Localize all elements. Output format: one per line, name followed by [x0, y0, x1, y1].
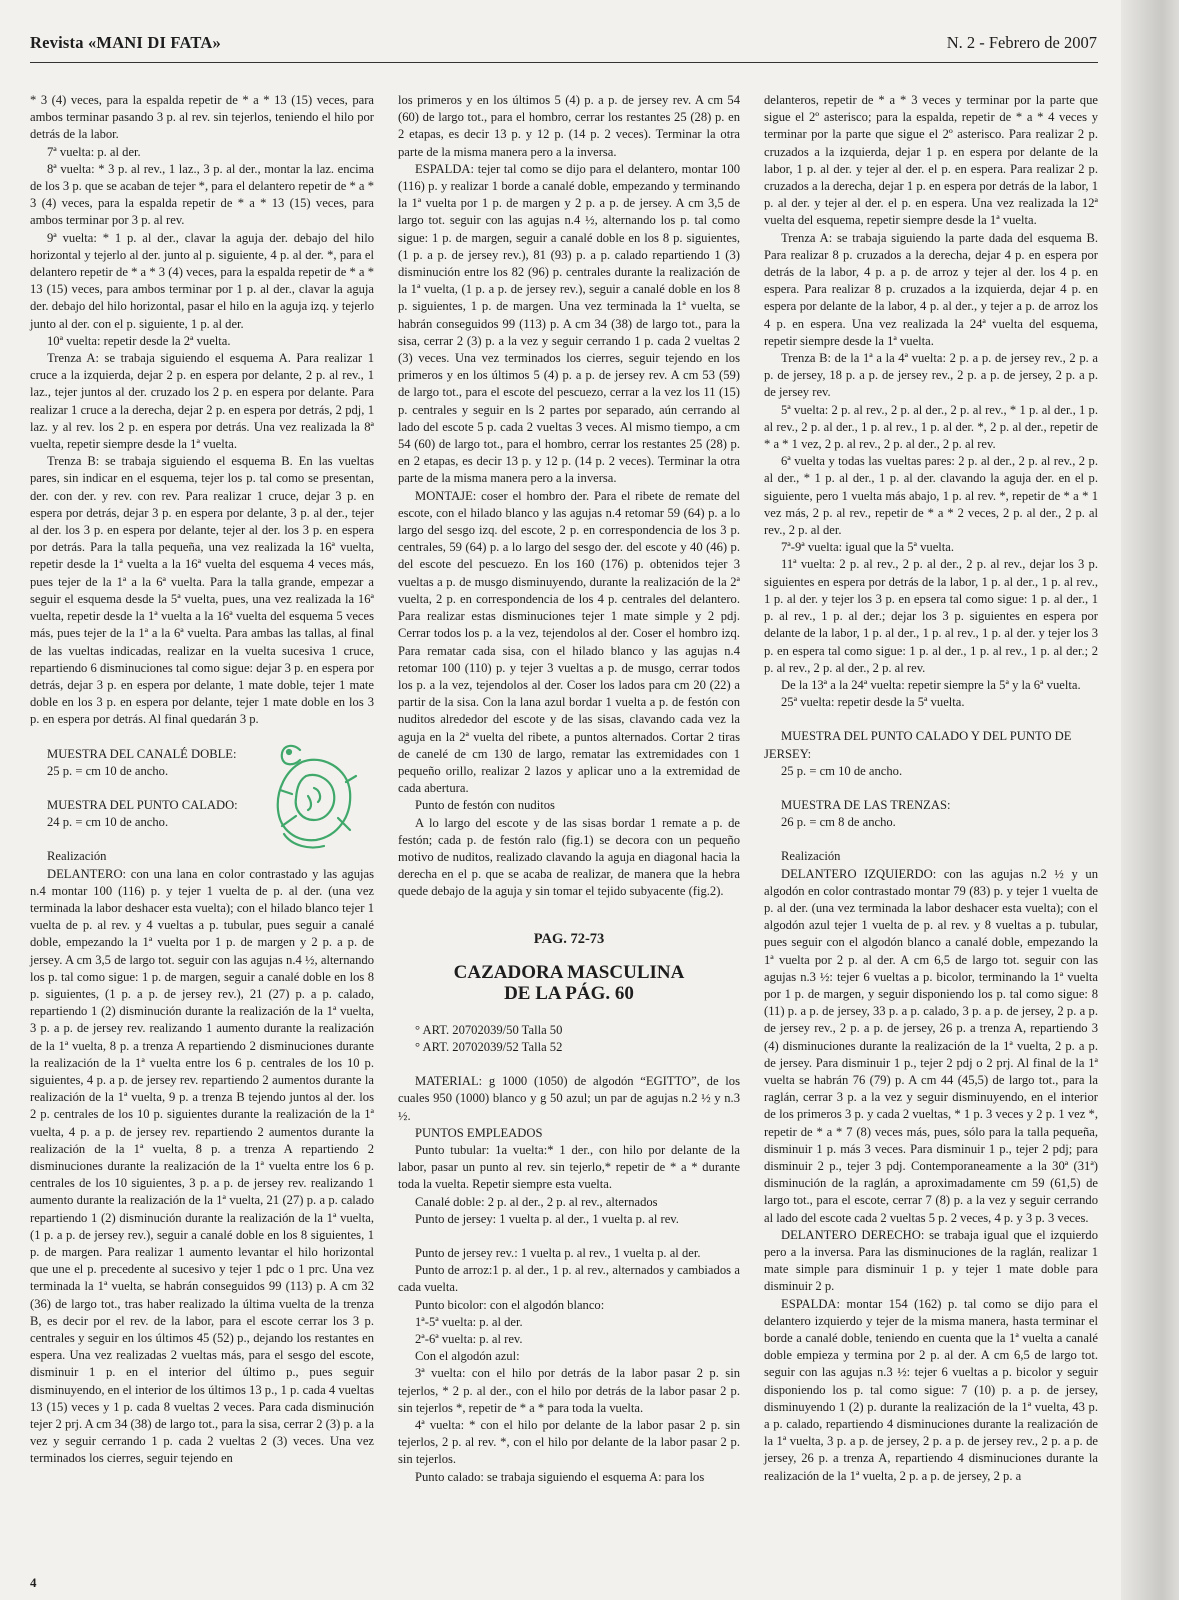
paragraph: 1ª-5ª vuelta: p. al der. [415, 1314, 523, 1329]
paragraph: 9ª vuelta: * 1 p. al der., clavar la aguja der. debajo del hilo horizontal y tejerlo al der. junto al p. siguiente, 4 p. al der. *, para el delantero repetir de * a * 3 (4) veces, para la espalda repetir de * a * 13 (15) veces, para ambos terminar por 1 p. al der., clavar la aguja der. debajo del hilo horizontal, pasar el hilo en la aguja izq. y tejerlo junto al der. con el p. siguiente, 1 p. al der. [30, 230, 374, 331]
header-rule [30, 62, 1098, 63]
gauge-value: 26 p. = cm 8 de ancho. [781, 815, 896, 830]
paragraph: Trenza A: se trabaja siguiendo la parte dada del esquema B. Para realizar 8 p. cruzados a la derecha, dejar 4 p. en espera por detrás de la labor, 4 p. a p. de arroz y tejer al der. los 4 p. en espera. Para realizar 8 p. cruzados a la izquierda, dejar 4 p. en espera por delante de la labor, 4 p. al der., y tejer a p. de arroz los 4 p. en espera. Una vez realizada la 24ª vuelta del esquema, repetir siempre desde la 1ª vuelta. [764, 230, 1098, 348]
page-number: 4 [30, 1575, 37, 1590]
gauge-heading: MUESTRA DEL CANALÉ DOBLE: [47, 746, 237, 761]
paragraph: Punto de jersey rev.: 1 vuelta p. al rev., 1 vuelta p. al der. [415, 1245, 701, 1260]
paragraph: 7ª-9ª vuelta: igual que la 5ª vuelta. [781, 540, 955, 555]
section-heading: Realización [781, 849, 841, 864]
page-edge-shadow [1121, 0, 1179, 1600]
paragraph: Punto de arroz:1 p. al der., 1 p. al rev., alternados y cambiados a cada vuelta. [398, 1263, 740, 1295]
paragraph: Punto de jersey: 1 vuelta p. al der., 1 vuelta p. al rev. [415, 1211, 679, 1226]
paragraph: 10ª vuelta: repetir desde la 2ª vuelta. [47, 333, 231, 348]
paragraph: 5ª vuelta: 2 p. al rev., 2 p. al der., 2 p. al rev., * 1 p. al der., 1 p. al rev., 2 p. al der., 1 p. al rev., 1 p. al der. *, 2 p. al der., repetir de * a * 1 vez, 2 p. al rev., 2 p. al der., 2 p. al rev. [764, 402, 1098, 452]
paragraph: los primeros y en los últimos 5 (4) p. a p. de jersey rev. A cm 54 (60) de largo tot., para el hombro, cerrar los restantes 25 (28) p. en 2 etapas, es decir 13 p. y 12 p. (14 p. 2 veces). Terminar la otra parte de la misma manera pero a la inversa. [398, 93, 740, 159]
paragraph: MONTAJE: coser el hombro der. Para el ribete de remate del escote, con el hilado blanco y las agujas n.4 retomar 59 (64) p. a lo largo del sesgo izq. del escote, 2 p. en correspondencia de los 3 p. centrales, 59 (64) p. a lo largo del sesgo der. del escote y 40 (46) p. del escote del pescuezo. En los 160 (176) p. obtenidos tejer 3 vueltas a p. de musgo disminuyendo, durante la realización de la 2ª vuelta, 2 p. en correspondencia de los 4 p. centrales del delantero. Para realizar estas disminuciones tejer 1 mate simple y 2 pdj. Cerrar todos los p. a la vez, tejendolos al der. Coser el hombro izq. Para rematar cada sisa, con el hilado blanco y las agujas n.4 retomar 100 (110) p. y tejer 3 vueltas a p. de musgo, cerrar todos los p. a la vez, tejendolos al der. Coser los lados para cm 20 (22) a partir de la sisa. Con la lana azul bordar 1 vuelta a p. de festón con nuditos alrededor del escote y de las sisas, clavando cada vez la aguja en la 2ª vuelta del ribete, a puntos alternados. Cortar 2 tiras de canelé de cm 130 de largo, rematar las extremidades con 1 pequeño orillo, realizar 2 lazos y aplicar uno a la extremidad de cada abertura. [398, 488, 740, 796]
page-reference: PAG. 72-73 [533, 930, 605, 947]
paragraph: De la 13ª a la 24ª vuelta: repetir siempre la 5ª y la 6ª vuelta. [781, 677, 1081, 692]
text-column-2 [398, 92, 740, 1486]
paragraph: 8ª vuelta: * 3 p. al rev., 1 laz., 3 p. al der., montar la laz. encima de los 3 p. que se acaban de tejer *, para el delantero repetir de * a * 3 (4) veces, para la espalda repetir de * a * 13 (15) veces, para ambos terminar por 3 p. al rev. [30, 161, 374, 228]
pattern-title [398, 962, 740, 1004]
subheading: Punto de festón con nuditos [415, 798, 555, 813]
paragraph: Trenza B: se trabaja siguiendo el esquema B. En las vueltas pares, sin indicar en el esquema, tejer los p. tal como se presentan, der. con der. y rev. con rev. Para realizar 1 cruce, dejar 3 p. en espera por detrás, dejar 3 p. en espera por delante, 3 p. al der., tejer al der. los 3 p. en espera por delante, tejer al der. los 3 p. en espera por detrás. Para la talla pequeña, una vez realizada la 16ª vuelta, repetir desde la 1ª vuelta a la 16ª vuelta del esquema 4 veces más, pues tejer de la 1ª a la 6ª vuelta. Para la talla grande, empezar a seguir el esquema desde la 5ª vuelta, pues, una vez realizada la 16ª vuelta, repetir desde la 1ª vuelta a la 16ª vuelta del esquema 5 veces más, pues tejer de la 1ª a la 6ª vuelta. Para ambas las tallas, al final de las vueltas indicadas, realizar en la vuelta sucesiva 1 cruce, repartiendo 6 disminuciones tal como sigue: dejar 3 p. en espera por detrás, dejar 3 p. en espera por delante, 1 mate doble, tejer 1 mate doble en los 3 p. en espera por delante, tejer 1 mate doble en los 3 p. en espera por detrás. Al final quedarán 3 p. [30, 454, 374, 727]
gauge-heading: MUESTRA DE LAS TRENZAS: [781, 797, 951, 812]
gauge-value: 24 p. = cm 10 de ancho. [47, 815, 169, 830]
paragraph: Punto tubular: 1a vuelta:* 1 der., con hilo por delante de la labor, pasar un punto al rev. sin tejerlo,* repetir de * a * durante toda la vuelta. Repetir siempre esta vuelta. [398, 1142, 740, 1192]
paragraph: 7ª vuelta: p. al der. [47, 144, 141, 159]
gauge-heading: MUESTRA DEL PUNTO CALADO: [47, 797, 238, 812]
paragraph: Con el algodón azul: [415, 1349, 520, 1364]
paragraph: A lo largo del escote y de las sisas bordar 1 remate a p. de festón; cada p. de festón ralo (fig.1) se decora con un pequeño motivo de nuditos, realizado clavando la aguja en diagonal hacia la derecha en el p. que se acaba de realizar, de manera que la hebra quede debajo de la aguja y sin tomar el tejido subyacente (fig.2). [398, 815, 740, 899]
article-code: ° ART. 20702039/52 Talla 52 [415, 1039, 563, 1054]
turtle-stamp-image [262, 736, 362, 854]
issue-date: N. 2 - Febrero de 2007 [946, 33, 1097, 52]
section-heading: PUNTOS EMPLEADOS [415, 1125, 543, 1140]
paragraph: 25ª vuelta: repetir desde la 5ª vuelta. [781, 695, 965, 710]
section-heading: Realización [47, 849, 107, 864]
paragraph: Trenza B: de la 1ª a la 4ª vuelta: 2 p. a p. de jersey rev., 2 p. a p. de jersey, 18 p. a p. de jersey rev., 2 p. a p. de jersey, 2 p. a p. de jersey rev. [764, 351, 1098, 400]
paragraph: 4ª vuelta: * con el hilo por delante de la labor pasar 2 p. sin tejerlos, 2 p. al rev. *, con el hilo por delante de la labor pasar 2 p. sin tejerlos. [398, 1418, 740, 1467]
paragraph: 6ª vuelta y todas las vueltas pares: 2 p. al der., 2 p. al rev., 2 p. al der., * 1 p. al der., 1 p. al der. clavando la aguja der. en el p. siguiente, pero 1 vuelta más abajo, 1 p. al rev. *, repetir de * a * 1 vez más, 2 p. al rev., repetir de * a * 2 veces, 2 p. al der., 2 p. al rev., 2 p. al der. [764, 454, 1098, 538]
article-code: ° ART. 20702039/50 Talla 50 [415, 1022, 563, 1037]
paragraph: ESPALDA: tejer tal como se dijo para el delantero, montar 100 (116) p. y realizar 1 borde a canalé doble, empezando y terminando la 1ª vuelta por 1 p. de margen y 2 p. a p. de jersey. A cm 3,5 de largo tot. seguir con las agujas n.4 ½, alternando los p. tal como sigue: 1 p. de margen, seguir a canalé doble en los 8 p. siguientes, (1 p. a p. de jersey rev.), 81 (93) p. a p. calado repartiendo 1 (3) disminución entre los 82 (96) p. centrales durante la realización de la 1ª vuelta, (1 p. a p. de jersey rev.), seguir a canalé doble en los 8 p. siguientes, 1 p. de margen. Una vez terminada la 1ª vuelta, se habrán conseguidos 99 (113) p. A cm 34 (38) de largo tot., para la sisa, cerrar 2 (3) p. a la vez y seguir cerrando 1 p. cada 2 vueltas 2 (3) veces. Una vez terminados los cierres, seguir tejendo en los primeros y en los últimos 5 (4) p. a p. de jersey rev. A cm 53 (59) de largo tot., para el escote del pescuezo, cerrar a la vez los 11 (15) p. centrales y seguir en ls 2 partes por separado, aún cerrando al lado del escote 5 p. cada 2 vueltas 3 veces. Al mismo tiempo, a cm 54 (60) de largo tot., para el hombro, cerrar los restantes 25 (28) p. en 2 etapas, es decir 13 p. y 12 p. (14 p. 2 veces). Terminar la otra parte de la misma manera pero a la inversa. [398, 161, 740, 486]
paragraph: Canalé doble: 2 p. al der., 2 p. al rev., alternados [415, 1194, 658, 1209]
paragraph: DELANTERO: con una lana en color contrastado y las agujas n.4 montar 100 (116) p. y tejer 1 vuelta de p. al der. (una vez terminada la labor deshacer esta vuelta); con el hilado blanco tejer 1 vuelta de p. al rev. y 4 vueltas a p. tubular, pues seguir a canalé doble, empezando la 1ª vuelta por 1 p. de margen y 2 p. a p. de jersey. A cm 3,5 de largo tot. seguir con las agujas n.4 ½, alternando los p. tal como sigue: 1 p. de margen, seguir a canalé doble en los 8 p. siguientes, (1 p. a p. de jersey rev.), 21 (27) p. a p. calado, repartiendo 1 (2) disminución durante la realización de la 1ª vuelta, 3 p. a p. de jersey rev. realizando 1 aumento durante la realización de la 1ª vuelta, 8 p. a trenza A repartiendo 2 disminuciones durante la realización de la 1ª vuelta entre los 6 p. centrales de los 10 p. siguientes, 4 p. a p. de jersey rev. repartiendo 2 aumentos durante la realización de la 1ª vuelta, 9 p. a trenza B tejendo juntos al der. los 2 p. centrales de los 10 p. siguientes durante la realización de la 1ª vuelta, 4 p. a p. de jersey rev. repartiendo 2 aumentos durante la realización de la 1ª vuelta, 8 p. a trenza A repartiendo 2 disminuciones durante la realización de la 1ª vuelta entre los 6 p. centrales de los 10 siguientes, 3 p. a p. de jersey rev. realizando 1 aumento durante la realización de la 1ª vuelta, 21 (27) p. a p. calado repartiendo 1 (2) disminución durante la realización de la 1ª vuelta, (1 p. a p. de jersey rev.), seguir a canalé doble en los 8 siguientes, 1 p. de margen. Para realizar 1 aumento levantar el hilo horizontal que une el p. precedente al sucesivo y tejer 1 pdc o 1 prc. Una vez terminada la 1ª vuelta, se habrán conseguidos 99 (113) p. A cm 32 (36) de largo tot., tras haber realizado la última vuelta de la trenza B, es decir por el rev. de la labor, para el escote cerrar los 3 p. centrales y seguir en los últimos 45 (52) p., dejando los restantes en espera. Una vez realizadas 2 vueltas más, para el sesgo del escote, disminuir 1 p. en el interior del último p., pues seguir disminuyendo, en el interior de los últimos 13 p., 1 p. cada 4 vueltas 13 (15) veces y 1 p. cada 8 vueltas 2 veces. Para cada disminución tejer 2 prj. A cm 34 (38) de largo tot., para la sisa, cerrar 2 (3) p. a la vez y seguir cerrando 1 p. cada 2 vueltas 2 (3) veces. Una vez terminados los cierres, seguir tejendo en [30, 866, 374, 1466]
paragraph: Trenza A: se trabaja siguiendo el esquema A. Para realizar 1 cruce a la izquierda, dejar 2 p. en espera por delante, 2 p. al rev., 1 laz., tejer juntos al der. cruzado los 2 p. en espera por delante. Para realizar 1 cruce a la derecha, dejar 2 p. en espera por detrás, 2 pdj, 1 laz. y al rev. los 2 p. en espera por detrás. Una vez realizada la 8ª vuelta, repetir siempre desde la 1ª vuelta. [30, 351, 374, 452]
paragraph: * 3 (4) veces, para la espalda repetir de * a * 13 (15) veces, para ambos terminar pasando 3 p. al rev. sin tejerlos, teniendo el hilo por detrás de la labor. [30, 93, 374, 142]
paragraph: 3ª vuelta: con el hilo por detrás de la labor pasar 2 p. sin tejerlos, * 2 p. al der., con el hilo por detrás de la labor pasar 2 p. sin tejerlos *, repetir de * a * para toda la vuelta. [398, 1366, 740, 1415]
gauge-value: 25 p. = cm 10 de ancho. [47, 763, 169, 778]
text-column-3 [764, 92, 1098, 1485]
paragraph: Punto calado: se trabaja siguiendo el esquema A: para los [415, 1469, 705, 1484]
pattern-title-line-2: DE LA PÁG. 60 [504, 982, 634, 1004]
pattern-title-line-1: CAZADORA MASCULINA [453, 961, 685, 983]
paragraph: MATERIAL: g 1000 (1050) de algodón “EGITTO”, de los cuales 950 (1000) blanco y g 50 azul; un par de agujas n.2 ½ y n.3 ½. [398, 1074, 740, 1123]
paragraph: DELANTERO IZQUIERDO: con las agujas n.2 ½ y un algodón en color contrastado montar 79 (83) p. y tejer 1 vuelta de p. al der. (una vez terminada la labor deshacer esta vuelta); con el algodón azul tejer 1 vuelta de p. al rev. y 8 vueltas a p. tubular, pues seguir con el algodón blanco a canalé doble, empezando la 1ª vuelta por 2 p. al der. A cm 6,5 de largo tot. seguir con las agujas n.3 ½: tejer 6 vueltas a p. bicolor, terminando la 1ª vuelta por 1 p. de margen, y seguir disponiendo los p. tal como sigue: 8 (11) p. a p. de jersey, 33 p. a p. calado, 3 p. a p. de jersey, 2 p. a p. de jersey rev., 2 p. a p. de jersey, 26 p. a trenza A, repartiendo 3 (4) disminuciones durante la realización de la 1ª vuelta, 2 p. a p. de jersey. Para disminuir 1 p., tejer 2 pdj o 2 prj. Al final de la 1ª vuelta se habrán 76 (79) p. A cm 44 (45,5) de largo tot., para la raglán, cerrar 3 p. a la vez y seguir disminuyendo, en el interior de los primeros 3 p. y cada 2 vueltas, * 1 p. 3 veces y 2 p. 1 vez *, repetir de * a * 7 (8) veces más, pues, sólo para la talla pequeña, disminuir 1 p. más 3 veces. Para disminuir 1 p., tejer 2 pdj; para disminuir 2 p., tejer 3 pdj. Contemporaneamente a la 30ª (31ª) disminución de la raglán, a aproximadamente cm 59 (61,5) de largo tot., para el escote, cerrar 7 (8) p. a la vez y seguir cerrando al lado del escote cada 2 vueltas 5 p. 2 veces, 4 p. y 3 p. 3 veces. [764, 866, 1098, 1225]
paragraph: DELANTERO DERECHO: se trabaja igual que el izquierdo pero a la inversa. Para las disminuciones de la raglán, realizar 1 mate simple para disminuir 1 p. y tejer 1 mate doble para disminuir 2 p. [764, 1227, 1098, 1294]
paragraph: ESPALDA: montar 154 (162) p. tal como se dijo para el delantero izquierdo y tejer de la misma manera, hasta terminar el borde a canalé doble, teniendo en cuenta que la 1ª vuelta a canalé doble empieza y termina por 2 p. al der. A cm 6,5 de largo tot. seguir con las agujas n.3 ½: tejer 6 vueltas a p. bicolor y seguir disponiendo los p. tal como sigue: 7 (10) p. a p. de jersey, disminuyendo 1 (2) p. durante la realización de la 1ª vuelta, 43 p. a p. calado, repartiendo 4 disminuciones durante la realización de la 1ª vuelta, 3 p. a p. de jersey, 2 p. a p. de jersey rev., 2 p. a p. de jersey, 26 p. a trenza A, repartiendo 4 disminuciones durante la realización de la 1ª vuelta, 2 p. a p. de jersey, 2 p. a [764, 1296, 1098, 1483]
paragraph: 11ª vuelta: 2 p. al rev., 2 p. al der., 2 p. al rev., dejar los 3 p. siguientes en espera por detrás de la labor, 1 p. al der., 1 p. al rev., 1 p. al der. y tejer los 3 p. en epsera tal como sigue: 1 p. al der., 1 p. al rev., 1 p. al der.; dejar los 3 p. siguientes en espera por delante de la labor, 1 p. al der., 1 p. al rev., 1 p. al der. y tejer los 3 p. en espera tal como sigue: 1 p. al der., 1 p. al rev., 1 p. al der.; 2 p. al rev., 2 p. al der., 2 p. al rev. [764, 557, 1098, 675]
paragraph: Punto bicolor: con el algodón blanco: [415, 1297, 605, 1312]
paragraph: 2ª-6ª vuelta: p. al rev. [415, 1332, 523, 1346]
gauge-value: 25 p. = cm 10 de ancho. [781, 763, 903, 778]
magazine-title: Revista «MANI DI FATA» [30, 33, 221, 52]
gauge-heading: MUESTRA DEL PUNTO CALADO Y DEL PUNTO DE JERSEY: [764, 729, 1072, 761]
paragraph: delanteros, repetir de * a * 3 veces y terminar por la parte que sigue el 2º asterisco; para la espalda, repetir de * a * 4 veces y terminar por la parte que sigue el 2º asterisco. Para realizar 2 p. cruzados a la izquierda, dejar 1 p. en espera por delante de la labor, 1 p. al der. y tejer al der. el p. en espera. Para realizar 2 p. cruzados a la derecha, dejar 1 p. en espera por detrás de la labor, 1 p. al der. y tejer al der. el p. en espera. Una vez realizada la 12ª vuelta del esquema, repetir siempre desde la 1ª vuelta. [764, 93, 1098, 228]
